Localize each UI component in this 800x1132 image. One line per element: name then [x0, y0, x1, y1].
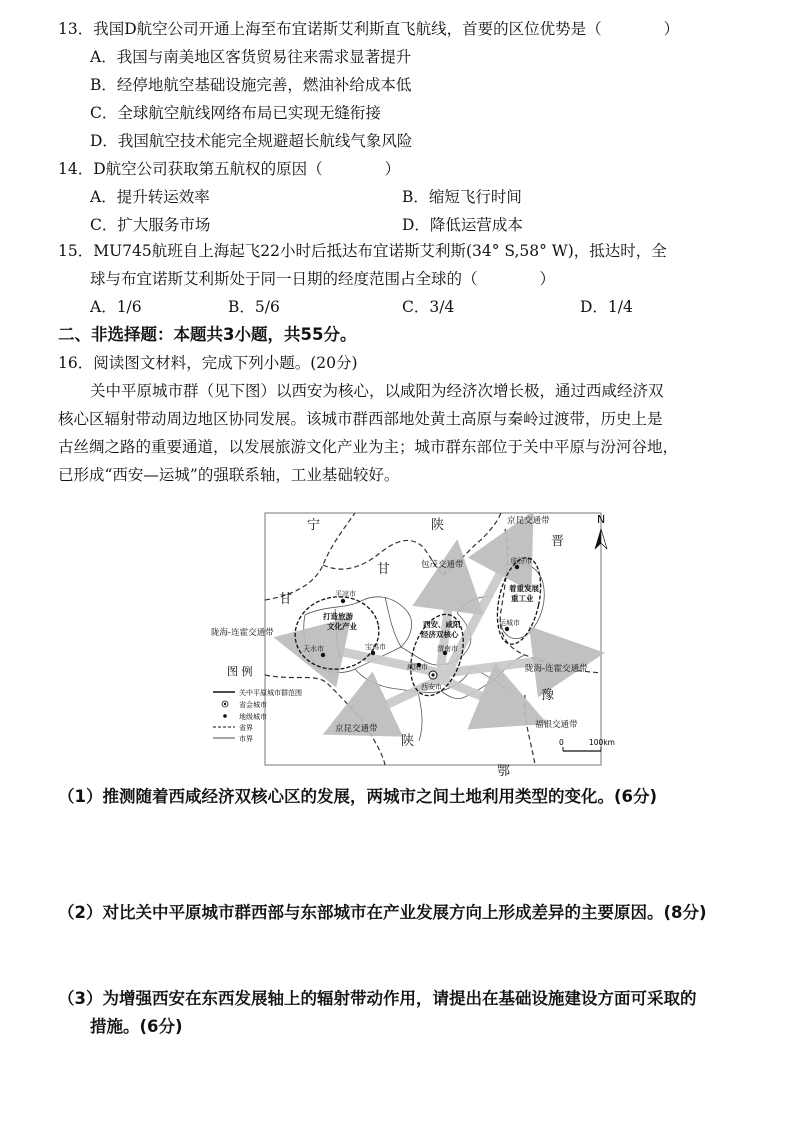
label-pingliang: 平凉市 [335, 590, 356, 598]
label-longhai-w: 陇海-连霍交通带 [211, 628, 274, 638]
label-xianyang: 咸阳市 [407, 663, 428, 671]
label-fuyin: 福银交通带 [535, 720, 578, 730]
q14-option-a: A．提升转运效率 [90, 188, 210, 206]
label-yuncheng: 运城市 [499, 619, 520, 627]
q13-option-b: B．经停地航空基础设施完善，燃油补给成本低 [90, 76, 412, 94]
scale-start: 0 [559, 738, 564, 747]
q15-stem-line1: 15．MU745航班自上海起飞22小时后抵达布宜诺斯艾利斯(34° S,58° W)，抵达时，全 [58, 242, 667, 260]
label-gansu-west: 甘 [279, 592, 293, 607]
q13-option-a: A．我国与南美地区客货贸易往来需求显著提升 [90, 48, 412, 66]
section-heading: 二、非选择题：本题共3小题，共55分。 [58, 325, 357, 344]
label-shanxi: 晋 [551, 534, 565, 549]
label-shaanxi-north: 陕 [431, 518, 445, 533]
q15-option-c: C．3/4 [402, 298, 455, 316]
label-linfen: 临汾市 [511, 557, 532, 565]
label-henan: 豫 [541, 688, 555, 703]
annotation-core-1: 西安、咸阳 [423, 620, 461, 629]
annotation-industry-1: 着重发展 [509, 584, 539, 593]
legend-item-province-border: 省界 [239, 724, 253, 732]
label-shaanxi-south: 陕 [401, 734, 415, 749]
label-gansu-central: 甘 [377, 562, 391, 577]
q16-sub3-line2: 措施。(6分) [90, 1017, 183, 1036]
legend-item-prefecture: 地级城市 [239, 713, 267, 721]
label-jingkun-sw: 京昆交通带 [335, 724, 378, 734]
legend-item-city-border: 市界 [239, 735, 253, 743]
north-label: N [597, 513, 606, 526]
label-jingkun-ne: 京昆交通带 [507, 516, 550, 526]
legend-item-capital: 省会城市 [239, 701, 267, 709]
q14-option-b: B．缩短飞行时间 [402, 188, 522, 206]
label-weinan: 渭南市 [437, 645, 458, 653]
q14-option-c: C．扩大服务市场 [90, 216, 211, 234]
q16-para-line4: 已形成“西安—运城”的强联系轴，工业基础较好。 [58, 466, 400, 484]
label-tianshui: 天水市 [303, 645, 324, 653]
label-ningxia: 宁 [307, 518, 321, 533]
q13-option-d: D．我国航空技术能完全规避超长航线气象风险 [90, 132, 413, 150]
q13-option-c: C．全球航空航线网络布局已实现无缝衔接 [90, 104, 381, 122]
q16-sub3-line1: （3）为增强西安在东西发展轴上的辐射带动作用，请提出在基础设施建设方面可采取的 [58, 989, 697, 1008]
q13-stem: 13．我国D航空公司开通上海至布宜诺斯艾利斯直飞航线，首要的区位优势是（ ） [58, 20, 680, 38]
label-hubei: 鄂 [497, 764, 511, 777]
q16-sub2: （2）对比关中平原城市群西部与东部城市在产业发展方向上形成差异的主要原因。(8分) [58, 903, 707, 922]
annotation-tourism-2: 文化产业 [327, 622, 357, 631]
label-xian: 西安市 [421, 683, 442, 691]
q15-option-a: A．1/6 [90, 298, 142, 316]
q15-stem-line2: 球与布宜诺斯艾利斯处于同一日期的经度范围占全球的（ ） [90, 270, 556, 288]
label-baoji: 宝鸡市 [365, 643, 386, 651]
label-longhai-e: 陇海-连霍交通带 [525, 664, 588, 674]
q14-option-d: D．降低运营成本 [402, 216, 523, 234]
q16-para-line2: 核心区辐射带动周边地区协同发展。该城市群西部地处黄土高原与秦岭过渡带，历史上是 [58, 410, 663, 428]
scale-end: 100km [589, 738, 615, 747]
q15-option-d: D．1/4 [580, 298, 633, 316]
q16-sub1: （1）推测随着西咸经济双核心区的发展，两城市之间土地利用类型的变化。(6分) [58, 787, 658, 806]
q16-para-line3: 古丝绸之路的重要通道，以发展旅游文化产业为主；城市群东部位于关中平原与汾河谷地， [58, 438, 679, 456]
q15-option-b: B．5/6 [228, 298, 280, 316]
q16-para-line1: 关中平原城市群（见下图）以西安为核心，以咸阳为经济次增长极，通过西咸经济双 [90, 382, 664, 400]
annotation-industry-2: 重工业 [511, 594, 534, 603]
annotation-core-2: 经济双核心 [421, 630, 459, 639]
guanzhong-map [205, 505, 655, 777]
q14-stem: 14．D航空公司获取第五航权的原因（ ） [58, 160, 401, 178]
legend-item-range: 关中平原城市群范围 [239, 689, 302, 697]
annotation-tourism-1: 打造旅游 [323, 612, 353, 621]
legend-title: 图 例 [227, 665, 253, 678]
q16-intro: 16．阅读图文材料，完成下列小题。(20分) [58, 354, 358, 372]
label-baomao: 包茂交通带 [421, 560, 464, 570]
